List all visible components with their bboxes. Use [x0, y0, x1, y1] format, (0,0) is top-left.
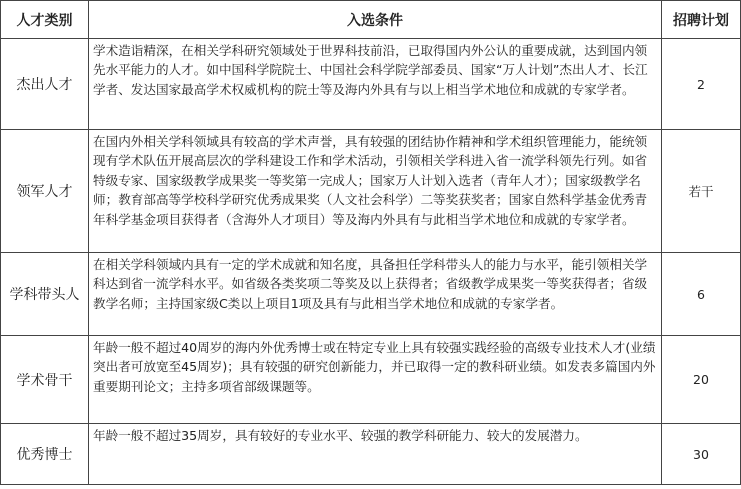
table-row: [1, 424, 741, 485]
header-category: 人才类别: [1, 1, 89, 39]
category-cell: 学科带头人: [1, 253, 89, 336]
category-cell: 领军人才: [1, 130, 89, 253]
table-row: [1, 39, 741, 130]
plan-cell: 6: [662, 253, 741, 336]
header-criteria: 入选条件: [89, 1, 662, 39]
criteria-cell: 年龄一般不超过35周岁，具有较好的专业水平、较强的教学科研能力、较大的发展潜力。: [89, 424, 662, 485]
criteria-cell: 年龄一般不超过40周岁的海内外优秀博士或在特定专业上具有较强实践经验的高级专业技术人才(业绩突出者可放宽至45周岁)；具有较强的研究创新能力，并已取得一定的教科研业绩。如发表多篇国内外重要期刊论文；主持多项省部级课题等。: [89, 336, 662, 424]
plan-cell: 若干: [662, 130, 741, 253]
category-cell: 优秀博士: [1, 424, 89, 485]
header-row: [1, 1, 741, 39]
criteria-cell: 在国内外相关学科领域具有较高的学术声誉，具有较强的团结协作精神和学术组织管理能力，能统领现有学术队伍开展高层次的学科建设工作和学术活动，引领相关学科进入省一流学科领先行列。如省特级专家、国家级教学成果奖一等奖第一完成人；国家万人计划入选者（青年人才）；国家级教学名师；教育部高等学校科学研究优秀成果奖（人文社会科学）二等奖获奖者；国家自然科学基金优秀青年科学基金项目获得者（含海外人才项目）等及海内外具有与此相当学术地位和成就的专家学者。: [89, 130, 662, 253]
table-row: [1, 130, 741, 253]
plan-cell: 2: [662, 39, 741, 130]
plan-cell: 20: [662, 336, 741, 424]
category-cell: 杰出人才: [1, 39, 89, 130]
category-cell: 学术骨干: [1, 336, 89, 424]
table-row: [1, 336, 741, 424]
criteria-cell: 在相关学科领域内具有一定的学术成就和知名度，具备担任学科带头人的能力与水平，能引领相关学科达到省一流学科水平。如省级各类奖项二等奖及以上获得者；省级教学成果奖一等奖获得者；省级教学名师；主持国家级C类以上项目1项及具有与此相当学术地位和成就的专家学者。: [89, 253, 662, 336]
plan-cell: 30: [662, 424, 741, 485]
header-plan: 招聘计划: [662, 1, 741, 39]
table-row: [1, 253, 741, 336]
criteria-cell: 学术造诣精深，在相关学科研究领域处于世界科技前沿，已取得国内外公认的重要成就，达到国内领先水平能力的人才。如中国科学院院士、中国社会科学院学部委员、国家“万人计划”杰出人才、长江学者、发达国家最高学术权威机构的院士等及海内外具有与以上相当学术地位和成就的专家学者。: [89, 39, 662, 130]
